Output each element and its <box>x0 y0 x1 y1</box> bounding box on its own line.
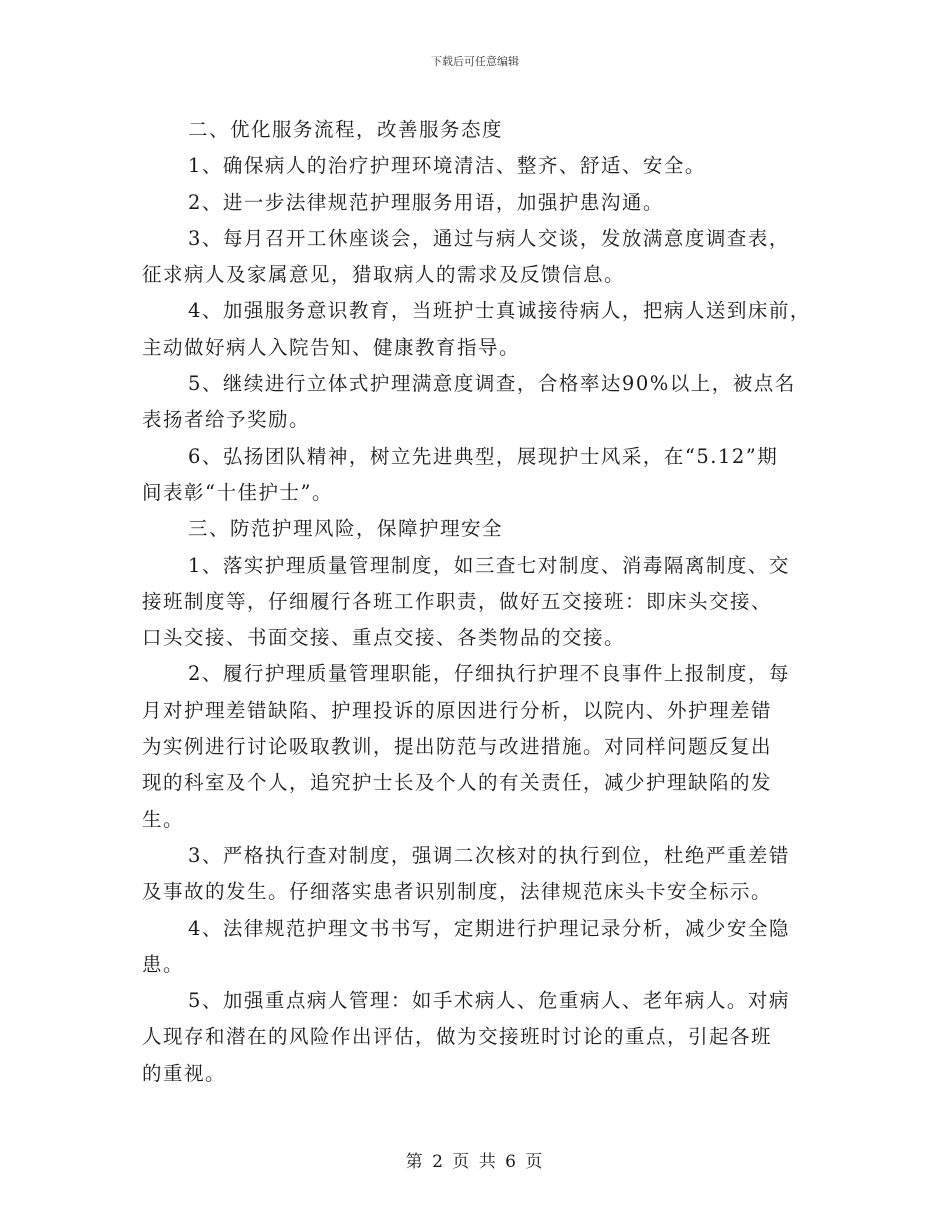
text-line: 2、进一步法律规范护理服务用语，加强护患沟通。 <box>188 190 664 214</box>
text-line: 表扬者给予奖励。 <box>142 408 311 432</box>
document-body <box>142 112 811 1092</box>
text-line: 1、确保病人的治疗护理环境清洁、整齐、舒适、安全。 <box>188 154 706 178</box>
text-line: 征求病人及家属意见，猎取病人的需求及反馈信息。 <box>142 263 626 287</box>
text-line: 3、严格执行查对制度，强调二次核对的执行到位，杜绝严重差错 <box>188 843 790 867</box>
text-line: 5、继续进行立体式护理满意度调查，合格率达90%以上，被点名 <box>188 372 796 396</box>
text-line: 4、法律规范护理文书书写，定期进行护理记录分析，减少安全隐 <box>188 916 790 940</box>
text-line: 间表彰“十佳护士”。 <box>142 480 333 504</box>
text-line: 月对护理差错缺陷、护理投诉的原因进行分析，以院内、外护理差错 <box>142 698 773 722</box>
text-line: 人现存和潜在的风险作出评估，做为交接班时讨论的重点，引起各班 <box>142 1025 773 1049</box>
text-line: 接班制度等，仔细履行各班工作职责，做好五交接班：即床头交接、 <box>142 589 773 613</box>
text-line: 二、优化服务流程，改善服务态度 <box>188 118 504 141</box>
text-line: 三、防范护理风险，保障护理安全 <box>188 517 504 541</box>
text-line: 4、加强服务意识教育，当班护士真诚接待病人，把病人送到床前， <box>188 299 811 323</box>
text-line: 6、弘扬团队精神，树立先进典型，展现护士风采，在“5.12”期 <box>188 444 779 468</box>
text-line: 的重视。 <box>142 1061 227 1085</box>
text-line: 及事故的发生。仔细落实患者识别制度，法律规范床头卡安全标示。 <box>142 880 773 904</box>
text-line: 现的科室及个人，追究护士长及个人的有关责任，减少护理缺陷的发 <box>142 771 773 795</box>
text-line: 2、履行护理质量管理职能，仔细执行护理不良事件上报制度，每 <box>188 662 790 686</box>
text-line: 生。 <box>142 807 185 831</box>
text-line: 主动做好病人入院告知、健康教育指导。 <box>142 335 521 359</box>
text-line: 5、加强重点病人管理：如手术病人、危重病人、老年病人。对病 <box>188 989 790 1013</box>
text-line: 1、落实护理质量管理制度，如三查七对制度、消毒隔离制度、交 <box>188 553 790 577</box>
text-line: 为实例进行讨论吸取教训，提出防范与改进措施。对同样问题反复出 <box>142 735 773 759</box>
page-footer: 第 2 页 共 6 页 <box>405 1152 545 1172</box>
text-line: 患。 <box>142 952 185 976</box>
text-line: 口头交接、书面交接、重点交接、各类物品的交接。 <box>142 626 626 650</box>
page-header: 下载后可任意编辑 <box>431 55 519 68</box>
text-line: 3、每月召开工休座谈会，通过与病人交谈，发放满意度调查表， <box>188 226 790 250</box>
